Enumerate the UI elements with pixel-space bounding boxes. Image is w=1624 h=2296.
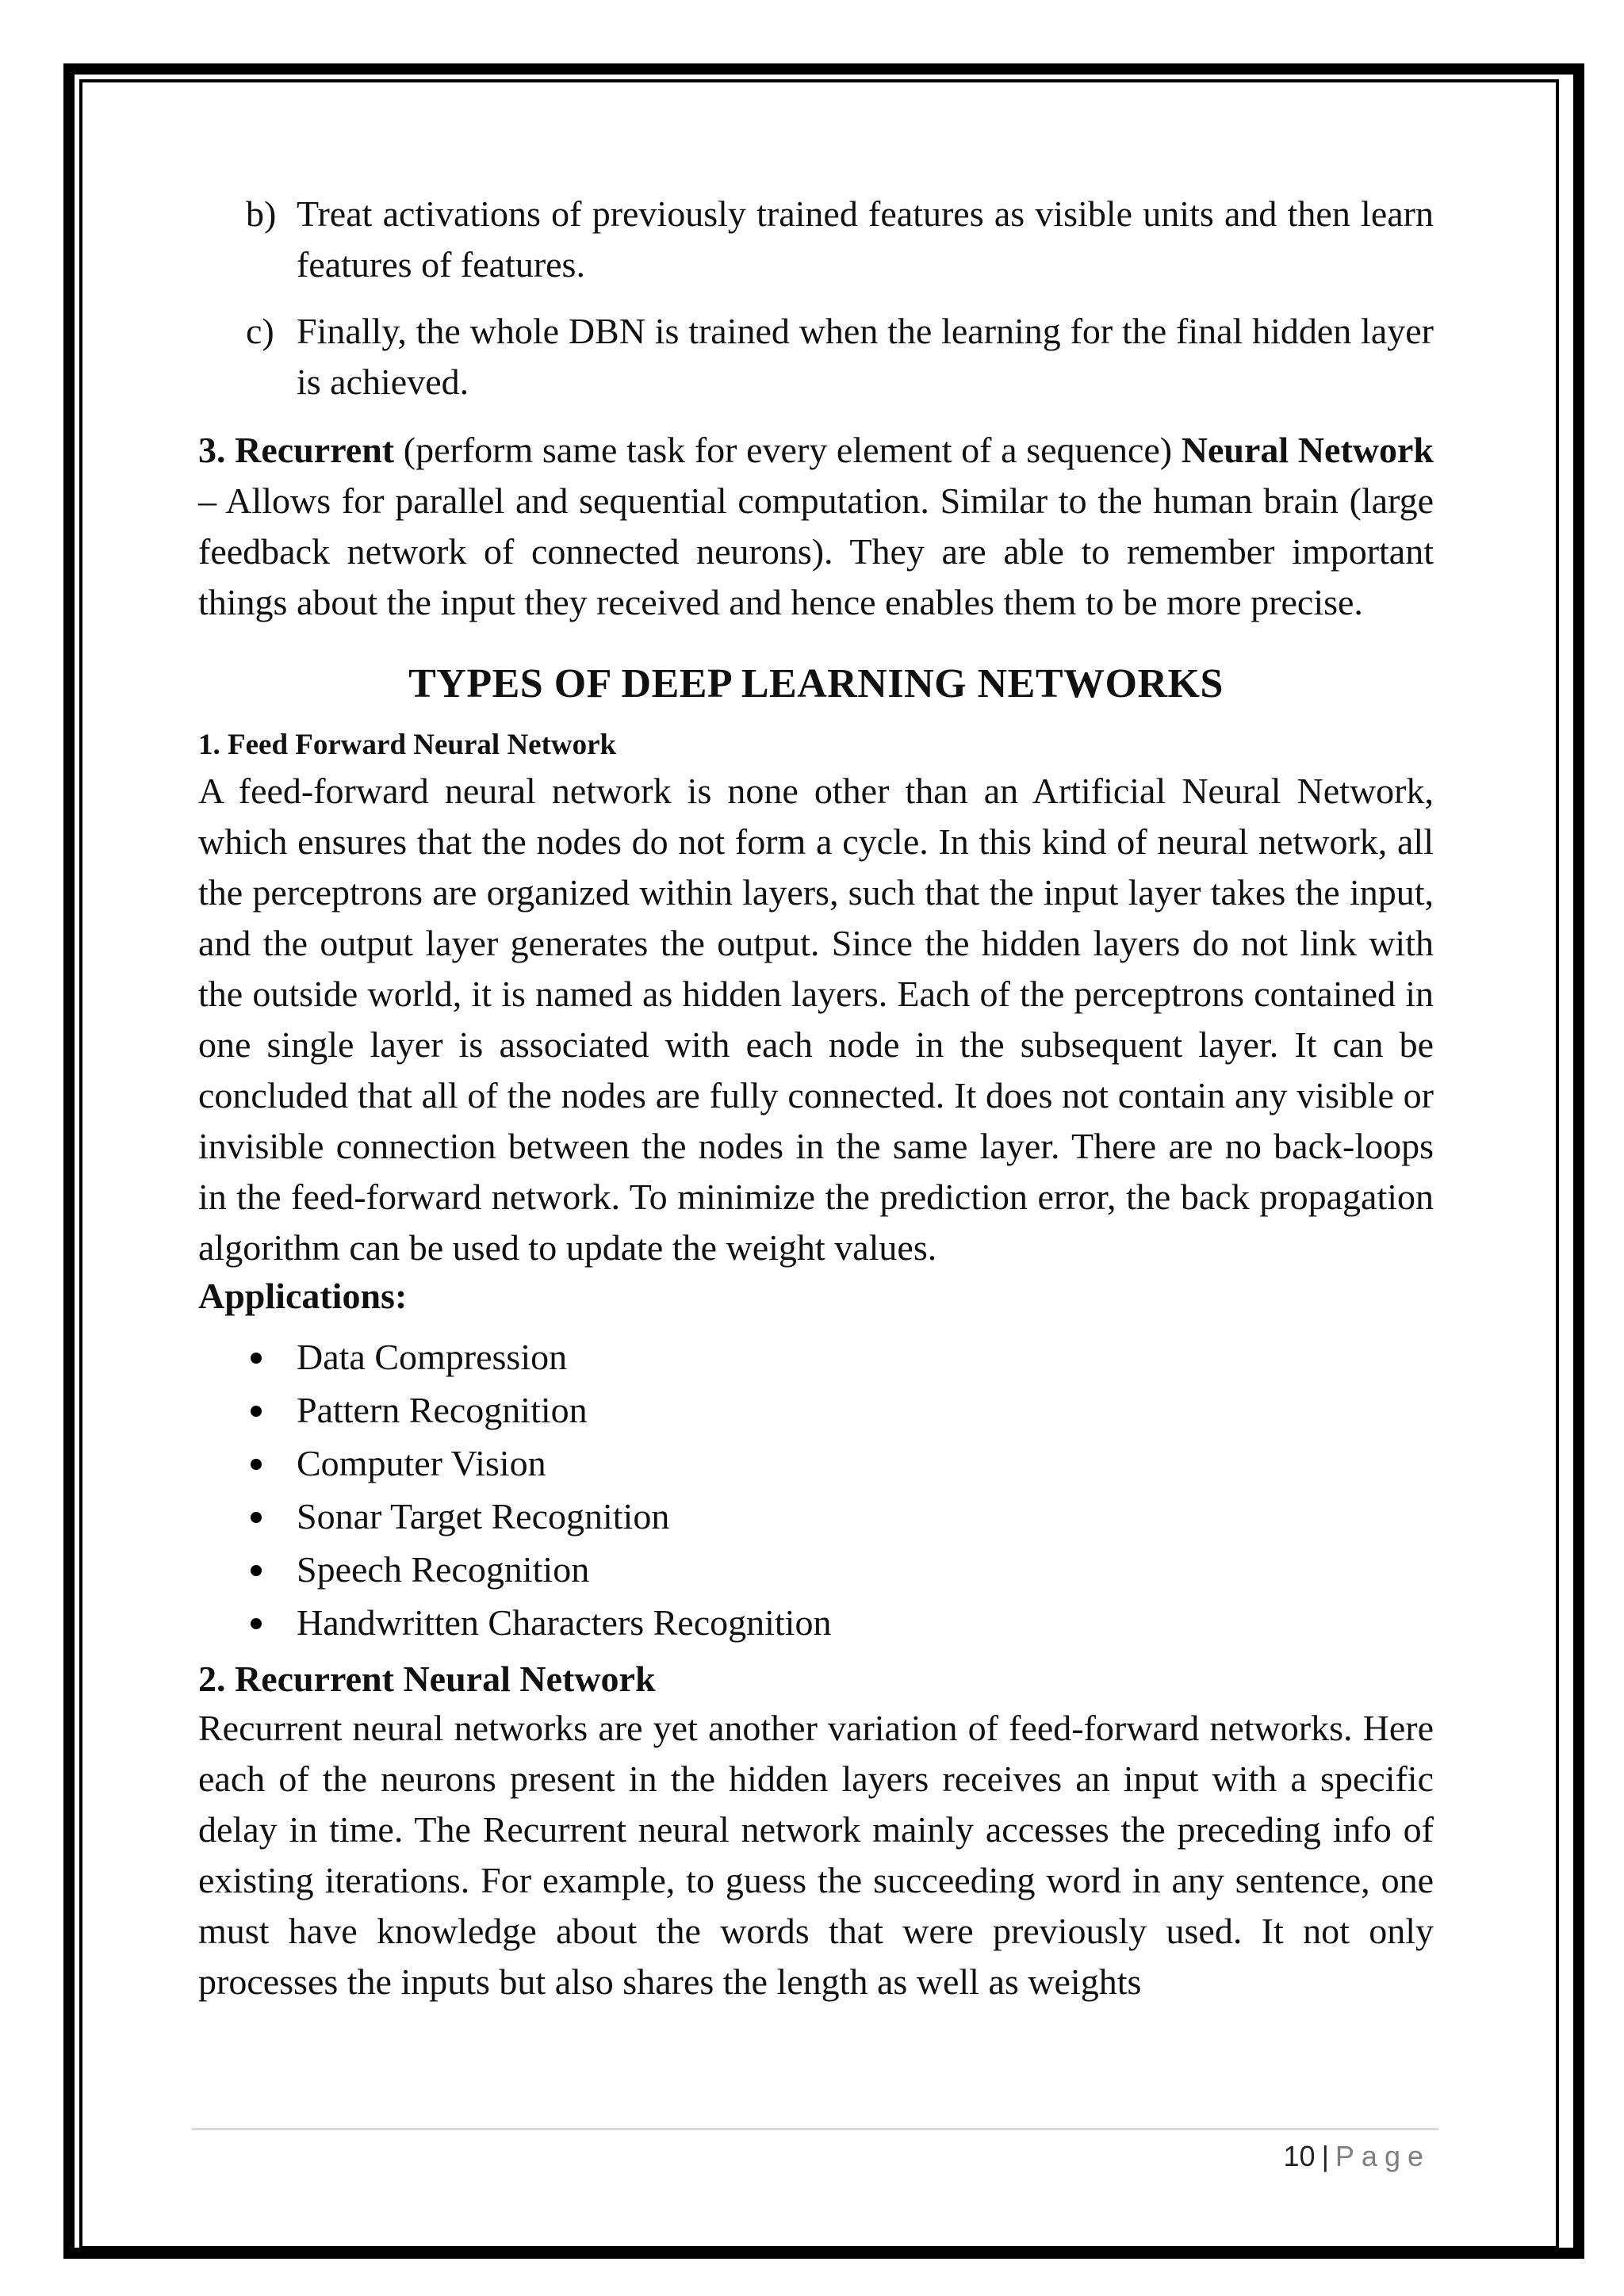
ffnn-heading: 1. Feed Forward Neural Network xyxy=(198,729,617,761)
application-label: Data Compression xyxy=(297,1337,568,1377)
applications-list xyxy=(198,1330,1434,1649)
list-item-c xyxy=(198,306,1434,408)
list-item xyxy=(198,1490,1434,1543)
bullet-icon xyxy=(251,1406,262,1417)
page-footer xyxy=(1284,2139,1431,2174)
list-item xyxy=(198,1383,1434,1437)
recurrent-name-bold: Neural Network xyxy=(1181,430,1434,470)
list-item-b-text: Treat activations of previously trained features as visible units and then learn features of features. xyxy=(297,193,1434,285)
list-item xyxy=(198,1596,1434,1649)
page-number: 10 xyxy=(1283,2140,1316,2172)
main-heading: TYPES OF DEEP LEARNING NETWORKS xyxy=(408,661,1224,706)
rnn-paragraph: Recurrent neural networks are yet another variation of feed-forward networks. Here each of the neurons present in the hidden layers receives an input with a specific delay in time. The Recurrent neural network mainly accesses the preceding info of existing iterations. For example, to guess the succeeding word in any sentence, one must have knowledge about the words that were previously used. It not only processes the inputs but also shares the length as well as weights xyxy=(198,1708,1434,2002)
recurrent-lead-bold: 3. Recurrent xyxy=(198,430,395,470)
list-item xyxy=(198,1330,1434,1383)
footer-divider xyxy=(192,2128,1438,2130)
page-label: Page xyxy=(1335,2140,1431,2172)
document-body xyxy=(198,189,1434,2007)
list-item xyxy=(198,1543,1434,1596)
application-label: Sonar Target Recognition xyxy=(297,1496,670,1536)
list-item xyxy=(198,1437,1434,1490)
bullet-icon xyxy=(251,1459,262,1470)
bullet-icon xyxy=(251,1512,262,1523)
recurrent-paragraph xyxy=(198,425,1434,628)
application-label: Pattern Recognition xyxy=(297,1390,588,1430)
application-label: Handwritten Characters Recognition xyxy=(297,1602,832,1643)
bullet-icon xyxy=(251,1618,262,1629)
recurrent-text: – Allows for parallel and sequential computation. Similar to the human brain (large feedback network of connected neurons). They are able to remember important things about the input they received and hence enables them to be more precise. xyxy=(198,480,1434,622)
application-label: Computer Vision xyxy=(297,1443,546,1483)
application-label: Speech Recognition xyxy=(297,1549,590,1590)
list-marker-c: c) xyxy=(246,311,274,351)
recurrent-lead-normal: (perform same task for every element of a sequence) xyxy=(394,430,1182,470)
list-marker-b: b) xyxy=(246,193,277,234)
rnn-heading: 2. Recurrent Neural Network xyxy=(198,1659,656,1699)
ffnn-paragraph: A feed-forward neural network is none other than an Artificial Neural Network, which ensures that the nodes do not form a cycle. In this kind of neural network, all the perceptrons are organized within layers, such that the input layer takes the input, and the output layer generates the output. Since the hidden layers do not link with the outside world, it is named as hidden layers. Each of the perceptrons contained in one single layer is associated with each node in the subsequent layer. It can be concluded that all of the nodes are fully connected. It does not contain any visible or invisible connection between the nodes in the same layer. There are no back-loops in the feed-forward network. To minimize the prediction error, the back propagation algorithm can be used to update the weight values. xyxy=(198,771,1434,1268)
list-item-b xyxy=(198,189,1434,290)
list-item-c-text: Finally, the whole DBN is trained when the learning for the final hidden layer is achieved. xyxy=(297,311,1434,402)
footer-separator: | xyxy=(1321,2140,1329,2172)
applications-heading: Applications: xyxy=(198,1276,408,1316)
bullet-icon xyxy=(251,1565,262,1576)
bullet-icon xyxy=(251,1353,262,1364)
